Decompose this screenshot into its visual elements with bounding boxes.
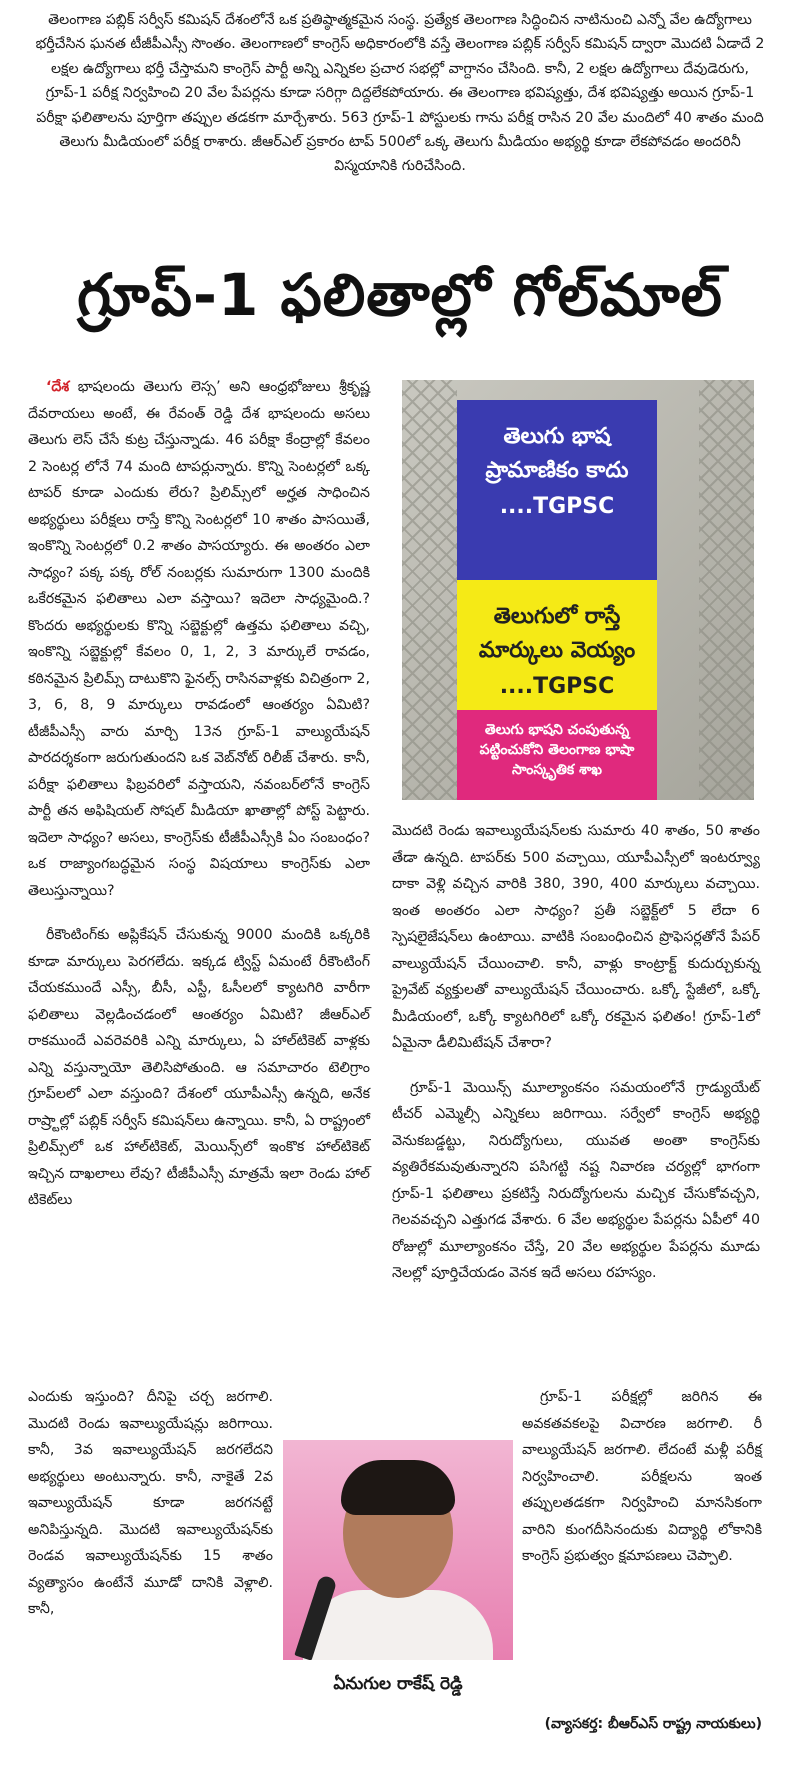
article-paragraph-4: మొదటి రెండు ఇవాల్యుయేషన్‌లకు సుమారు 40 శాతం, 50 శాతం తేడా ఉన్నది. టాపర్‌కు 500 వచ్చాయి, యూపీఎస్సీలో ఇంటర్వ్యూ దాకా వెళ్లి వచ్చిన వారికి 380, 390, 400 మార్కులు వచ్చాయి. ఇంత అంతరం ఎలా సాధ్యం? ప్రతీ సబ్జెక్ట్‌లో 5 లేదా 6 స్పెషలైజేషన్‌లు ఉంటాయి. వాటికి సంబంధించిన ప్రొఫెసర్లతోనే పేపర్ వాల్యుయేషన్ చేయించాలి. కానీ, వాళ్లు కాంట్రాక్ట్ కుదుర్చుకున్న ప్రైవేట్ వ్యక్తులతో వాల్యుయేషన్ చేయించారు. ఒక్కో స్టేజీలో, ఒక్కో మీడియంలో, ఒక్కో క్యాటగిరిలో ఒక్కో రకమైన ఫలితం! గ్రూప్-1లో ఏమైనా డీలిమిటేషన్ చేశారా? bbox=[392, 823, 760, 1051]
intro-paragraph: తెలంగాణ పబ్లిక్ సర్వీస్ కమిషన్ దేశంలోనే ఒక ప్రతిష్ఠాత్మకమైన సంస్థ. ప్రత్యేక తెలంగాణ సిద్ధించిన నాటినుంచి ఎన్నో వేల ఉద్యోగాలు భర్తీచేసిన ఘనత టీజీపీఎస్సీ సొంతం. తెలంగాణలో కాంగ్రెస్ అధికారంలోకి వస్తే తెలంగాణ పబ్లిక్ సర్వీస్ కమిషన్ ద్వారా మొదటి ఏడాదే 2 లక్షల ఉద్యోగాలు భర్తీ చేస్తామని కాంగ్రెస్ పార్టీ అన్ని ఎన్నికల ప్రచార సభల్లో వాగ్దానం చేసింది. కానీ, 2 లక్షల ఉద్యోగాలు దేవుడెరుగు, గ్రూప్-1 పరీక్ష నిర్వహించి 20 వేల పేపర్లను కూడా సరిగ్గా దిద్దలేకపోయారు. ఈ తెలంగాణ భవిష్యత్తు, దేశ భవిష్యత్తు అయిన గ్రూప్-1 పరీక్షా ఫలితాలను పూర్తిగా తప్పుల తడకగా మార్చేశారు. 563 గ్రూప్-1 పోస్టులకు గాను పరీక్ష రాసిన 20 వేల మందిలో 40 శాతం మంది తెలుగు మీడియంలో పరీక్ష రాశారు. జీఆర్ఎల్ ప్రకారం టాప్ 500లో ఒక్క తెలుగు మీడియం అభ్యర్థి కూడా లేకపోవడం అందరినీ విస్మయానికి గురిచేసింది. bbox=[35, 12, 765, 175]
portrait-hair bbox=[341, 1460, 455, 1515]
author-byline: (వ్యాసకర్త: బీఆర్ఎస్ రాష్ట్ర నాయకులు) bbox=[544, 1716, 762, 1732]
article-paragraph-3: ఎందుకు ఇస్తుంది? దీనిపై చర్చ జరగాలి. మొదటి రెండు ఇవాల్యుయేషన్లు జరిగాయి. కానీ, 3వ ఇవాల్యుయేషన్ జరగలేదని అభ్యర్థులు అంటున్నారు. కానీ, నాకైతే 2వ ఇవాల్యుయేషన్ కూడా జరగనట్టే అనిపిస్తున్నది. మొదటి ఇవాల్యుయేషన్‌కు రెండవ ఇవాల్యుయేషన్‌కు 15 శాతం వ్యత్యాసం ఉంటేనే మూడో దానికి వెళ్లాలి. కానీ, bbox=[28, 1389, 273, 1617]
author-photo bbox=[283, 1440, 513, 1660]
article-column-left-lower bbox=[28, 1384, 273, 1641]
poster-banner-pink bbox=[457, 710, 657, 800]
poster-pink-text: తెలుగు భాషని చంపుతున్న పట్టించుకోని తెలంగాణ భాషా సాంస్కృతిక శాఖ bbox=[479, 722, 635, 778]
poster-blue-text: తెలుగు భాష ప్రామాణికం కాదు bbox=[485, 424, 629, 483]
article-column-right bbox=[392, 818, 760, 1305]
article-paragraph-1 bbox=[28, 374, 370, 904]
paragraph-text: భాషలందు తెలుగు లెస్స’ అని ఆంధ్రభోజులు శ్రీకృష్ణ దేవరాయలు అంటే, ఈ రేవంత్ రెడ్డి దేశ భాషలందు అసలు తెలుగు లెస్ చేసే కుట్ర చేస్తున్నాడు. 46 పరీక్షా కేంద్రాల్లో కేవలం 2 సెంటర్ల లోనే 74 మంది టాపర్లున్నారు. కొన్ని సెంటర్లలో ఒక్క టాపర్ కూడా ఎందుకు లేరు? ప్రిలిమ్స్‌లో అర్హత సాధించిన అభ్యర్థులు పరీక్షలు రాస్తే కొన్ని సెంటర్లలో 10 శాతం పాసయితే, ఇంకొన్ని సెంటర్లలో 0.2 శాతం పాసయ్యారు. ఈ అంతరం ఎలా సాధ్యం? పక్క పక్క రోల్ నంబర్లకు సుమారుగా 1300 మందికి ఒకేరకమైన ఫలితాలు ఎలా వస్తాయి? ఇదెలా సాధ్యమైంది.? కొందరు అభ్యర్థులకు కొన్ని సబ్జెక్టుల్లో ఉత్తమ ఫలితాలు వచ్చి, ఇంకొన్ని సబ్జెక్టుల్లో కేవలం 0, 1, 2, 3 మార్కులే రావడం, కఠినమైన ప్రిలిమ్స్ దాటుకొని ఫైనల్స్ రాసినవాళ్లకు విచిత్రంగా 2, 3, 6, 8, 9 మార్కులు రావడంలో ఆంతర్యం ఏమిటి? టీజీపీఎస్సీ వారు మార్చి 13న గ్రూప్-1 వాల్యుయేషన్ పారదర్శకంగా జరుగుతుందని ఒక వెబ్‌నోట్ రిలీజ్ చేశారు. కానీ, పరీక్షా ఫలితాలు ఫిబ్రవరిలో వస్తాయని, నవంబర్‌లోనే కాంగ్రెస్ పార్టీ తన అఫిషియల్ సోషల్ మీడియా ఖాతాల్లో పోస్ట్ పెట్టారు. ఇదెలా సాధ్యం? అసలు, కాంగ్రెస్‌కు టీజీపీఎస్సీకి ఏం సంబంధం? ఒక రాజ్యాంగబద్ధమైన సంస్థ విషయాలు కాంగ్రెస్‌కు ఎలా తెలుస్తున్నాయి? bbox=[28, 379, 370, 899]
article-paragraph-5: గ్రూప్-1 మెయిన్స్ మూల్యాంకనం సమయంలోనే గ్రాడ్యుయేట్ టీచర్ ఎమ్మెల్సీ ఎన్నికలు జరిగాయి. సర్వేలో కాంగ్రెస్ అభ్యర్థి వెనుకబడ్డట్టు, నిరుద్యోగులు, యువత అంతా కాంగ్రెస్‌కు వ్యతిరేకమవుతున్నారని పసిగట్టి నష్ట నివారణ చర్యల్లో భాగంగా గ్రూప్-1 ఫలితాలు ప్రకటిస్తే నిరుద్యోగులను మచ్చిక చేసుకోవచ్చని, గెలవవచ్చని ఎత్తుగడ వేశారు. 6 వేల అభ్యర్థుల పేపర్లను ఏపీలో 40 రోజుల్లో మూల్యాంకనం చేస్తే, 20 వేల అభ్యర్థుల పేపర్లను మూడు నెలల్లో పూర్తిచేయడం వెనక ఇదే అసలు రహస్యం. bbox=[392, 1079, 760, 1281]
fence-mesh bbox=[402, 380, 457, 800]
poster-blue-tag: ....TGPSC bbox=[499, 494, 615, 519]
poster-yellow-tag: ....TGPSC bbox=[499, 674, 615, 699]
fence-mesh bbox=[699, 380, 754, 800]
photo-caption: ఏనుగుల రాకేష్ రెడ్డి bbox=[333, 1674, 463, 1694]
poster-banner-yellow bbox=[457, 580, 657, 710]
article-paragraph-6: గ్రూప్-1 పరీక్షల్లో జరిగిన ఈ అవకతవకలపై విచారణ జరగాలి. రీ వాల్యుయేషన్ జరగాలి. లేదంటే మళ్లీ పరీక్ష నిర్వహించాలి. పరీక్షలను ఇంత తప్పులతడకగా నిర్వహించి మానసికంగా వారిని కుంగదీసినందుకు విద్యార్థి లోకానికి కాంగ్రెస్ ప్రభుత్వం క్షమాపణలు చెప్పాలి. bbox=[522, 1389, 762, 1564]
lead-accent: ‘దేశ bbox=[46, 379, 70, 395]
headline: గ్రూప్-1 ఫలితాల్లో గోల్‌మాల్ bbox=[77, 261, 723, 329]
article-paragraph-2: రీకౌంటింగ్‌కు అప్లికేషన్ చేసుకున్న 9000 మందికి ఒక్కరికి కూడా మార్కులు పెరగలేదు. ఇక్కడ ట్విస్ట్ ఏమంటే రీకౌంటింగ్ చేయకముందే ఎస్సీ, బీసీ, ఎస్టీ, ఓసీలలో క్యాటగిరి వారీగా ఫలితాలు వెల్లడించడంలో ఆంతర్యం ఏమిటి? జీఆర్ఎల్ రాకముందే ఎవరెవరికి ఎన్ని మార్కులు, ఏ హాల్‌టికెట్ వాళ్లకు ఎన్ని వస్తున్నాయో తెలిసిపోతుంది. ఆ సమాచారం టెలిగ్రాం గ్రూప్‌లలో ఎలా వస్తుంది? దేశంలో యూపీఎస్సీ ఉన్నది, అనేక రాష్ర్టాల్లో పబ్లిక్ సర్వీస్ కమిషన్‌లు ఉన్నాయి. కానీ, ఏ రాష్ట్రంలో ప్రిలిమ్స్‌లో ఒక హాల్‌టికెట్, మెయిన్స్‌లో ఇంకొక హాల్‌టికెట్ ఇచ్చిన దాఖలాలు లేవు? టీజీపీఎస్సీ మాత్రమే ఇలా రెండు హాల్ టికెట్‌లు bbox=[28, 927, 370, 1208]
poster-photo bbox=[402, 380, 754, 800]
portrait-body bbox=[303, 1590, 493, 1660]
poster-yellow-text: తెలుగులో రాస్తే మార్కులు వెయ్యం bbox=[478, 604, 636, 663]
article-column-left bbox=[28, 374, 370, 1232]
poster-banner-blue bbox=[457, 400, 657, 580]
article-column-right-lower bbox=[522, 1384, 762, 1588]
